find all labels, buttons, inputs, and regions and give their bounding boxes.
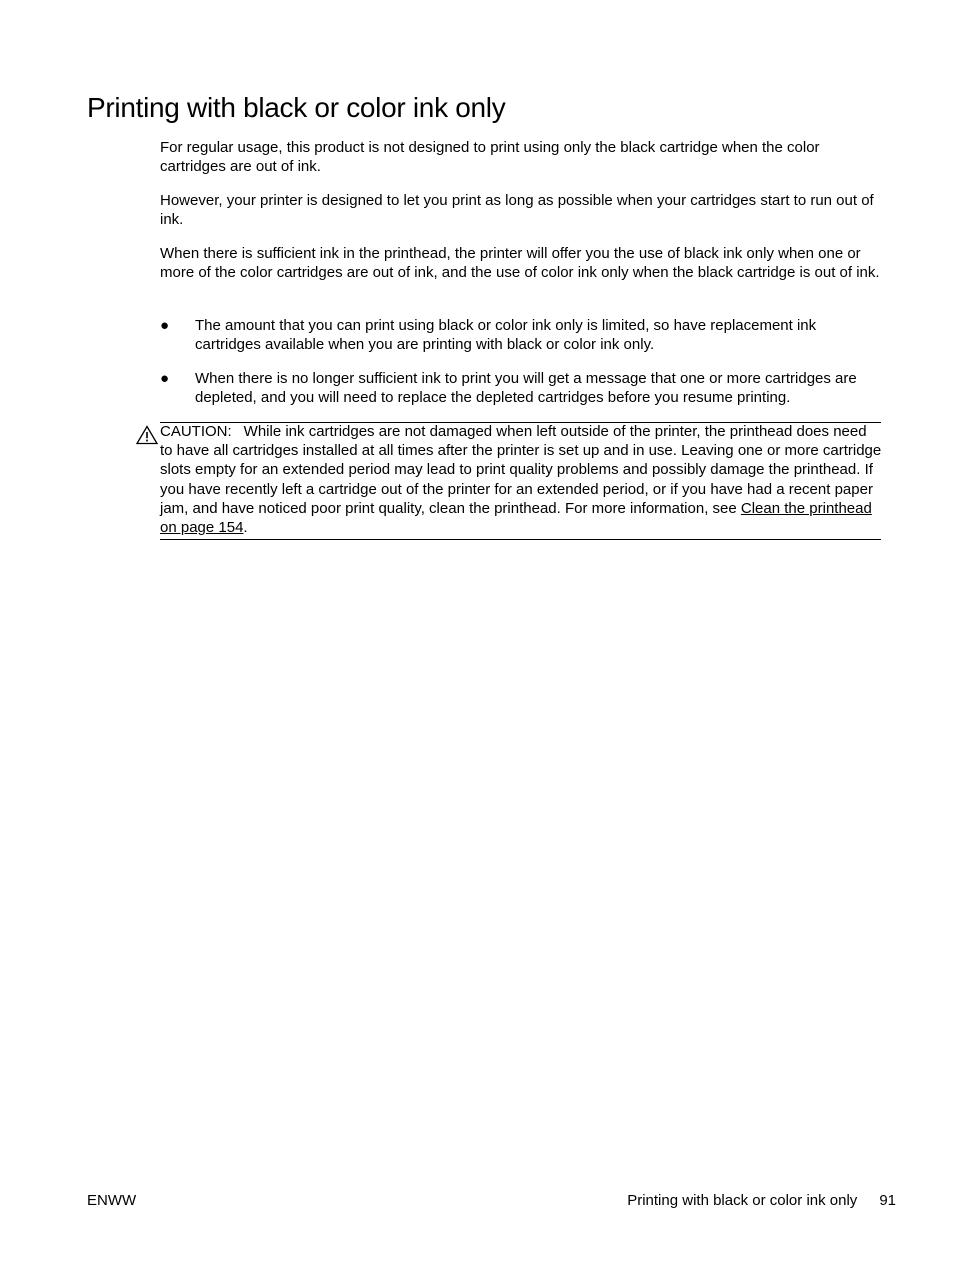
footer-section-title: Printing with black or color ink only <box>627 1192 858 1209</box>
footer-locale: ENWW <box>87 1192 137 1209</box>
warning-triangle-icon <box>136 425 158 445</box>
page-number: 91 <box>879 1192 896 1209</box>
list-item <box>160 369 882 407</box>
caution-body: While ink cartridges are not damaged when left outside of the printer, the printhead does need to have all cartridges installed at all times after the printer is set up and in use. Leaving one or more cartridge slots empty for an extended period may lead to print quality problems and possibly damage the printhead. If you have recently left a cartridge out of the printer for an extended period, or if you have had a recent paper jam, and have noticed poor print quality, clean the printhead. For more information, see <box>160 423 882 517</box>
second-paragraph: However, your printer is designed to let you print as long as possible when your cartridges start to run out of ink. <box>160 192 874 229</box>
page-title: Printing with black or color ink only <box>87 92 506 123</box>
caution-note <box>160 422 882 537</box>
clean-printhead-link[interactable]: Clean the printhead on page 154 <box>160 499 872 537</box>
footer-section <box>627 1191 896 1210</box>
third-paragraph: When there is sufficient ink in the printhead, the printer will offer you the use of black ink only when one or more of the color cartridges are out of ink, and the use of color ink only when the black cartridge is out of ink. <box>160 245 880 282</box>
caution-label: CAUTION: <box>160 423 232 440</box>
intro-paragraph: For regular usage, this product is not designed to print using only the black cartridge when the color cartridges are out of ink. <box>160 139 820 176</box>
list-item <box>160 316 882 354</box>
list-item-text: The amount that you can print using black or color ink only is limited, so have replacement ink cartridges available when you are printing with black or color ink only. <box>195 317 817 354</box>
bullet-icon: ● <box>160 317 170 334</box>
caution-bottom-divider <box>160 539 881 540</box>
list-item-text: When there is no longer sufficient ink to print you will get a message that one or more cartridges are depleted, and you will need to replace the depleted cartridges before you resume printing. <box>195 370 857 407</box>
caution-suffix: . <box>243 519 248 537</box>
bullet-icon: ● <box>160 370 170 387</box>
